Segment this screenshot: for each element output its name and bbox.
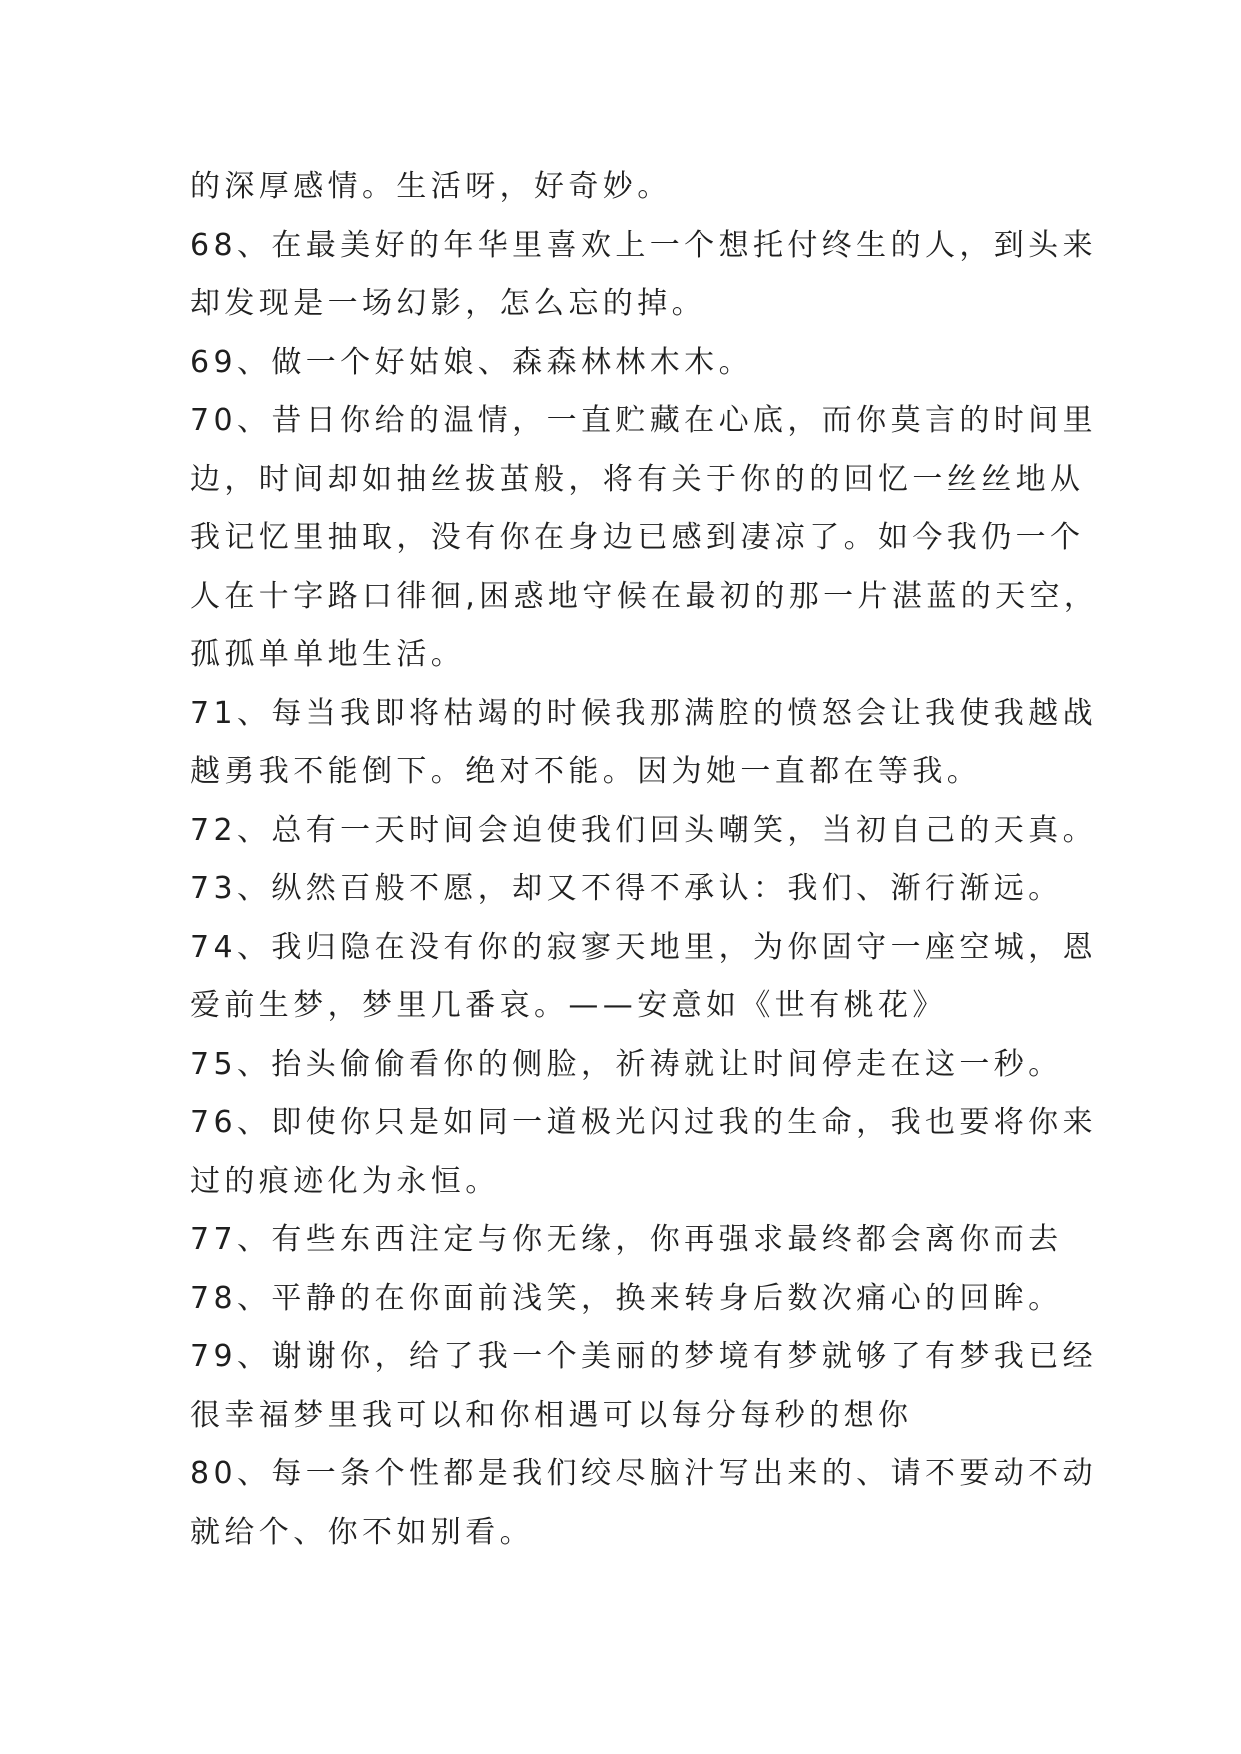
text-line: 78、平静的在你面前浅笑，换来转身后数次痛心的回眸。 — [190, 1280, 1063, 1316]
text-line: 73、纵然百般不愿，却又不得不承认：我们、渐行渐远。 — [190, 871, 1063, 906]
text-line: 69、做一个好姑娘、森森林林木木。 — [190, 344, 753, 380]
text-line: 的深厚感情。生活呀，好奇妙。 — [190, 169, 672, 204]
text-line: 71、每当我即将枯竭的时候我那满腔的愤怒会让我使我越战 — [190, 695, 1097, 731]
text-line: 76、即使你只是如同一道极光闪过我的生命，我也要将你来 — [190, 1105, 1097, 1140]
text-line: 边，时间却如抽丝拔茧般，将有关于你的的回忆一丝丝地从 — [190, 461, 1085, 497]
text-line: 爱前生梦，梦里几番哀。——安意如《世有桃花》 — [190, 988, 947, 1023]
text-line: 72、总有一天时间会迫使我们回头嘲笑，当初自己的天真。 — [190, 812, 1097, 848]
text-line: 74、我归隐在没有你的寂寥天地里，为你固守一座空城，恩 — [190, 929, 1097, 965]
text-line: 79、谢谢你，给了我一个美丽的梦境有梦就够了有梦我已经 — [190, 1339, 1097, 1374]
text-line: 越勇我不能倒下。绝对不能。因为她一直都在等我。 — [190, 754, 982, 789]
document-text — [190, 158, 1099, 1562]
text-line: 人在十字路口徘徊,困惑地守候在最初的那一片湛蓝的天空， — [190, 578, 1099, 614]
text-line: 70、昔日你给的温情，一直贮藏在心底，而你莫言的时间里 — [190, 403, 1097, 438]
text-line: 孤孤单单地生活。 — [190, 637, 466, 672]
text-line: 77、有些东西注定与你无缘，你再强求最终都会离你而去 — [190, 1222, 1063, 1257]
text-line: 很幸福梦里我可以和你相遇可以每分每秒的想你 — [190, 1397, 913, 1433]
text-line: 却发现是一场幻影，怎么忘的掉。 — [190, 286, 706, 321]
text-line: 75、抬头偷偷看你的侧脸，祈祷就让时间停走在这一秒。 — [190, 1046, 1063, 1082]
text-line: 80、每一条个性都是我们绞尽脑汁写出来的、请不要动不动 — [190, 1456, 1097, 1491]
text-line: 过的痕迹化为永恒。 — [190, 1163, 500, 1199]
text-line: 我记忆里抽取，没有你在身边已感到凄凉了。如今我仍一个 — [190, 520, 1085, 555]
text-line: 68、在最美好的年华里喜欢上一个想托付终生的人，到头来 — [190, 227, 1097, 263]
text-line: 就给个、你不如别看。 — [190, 1514, 534, 1550]
